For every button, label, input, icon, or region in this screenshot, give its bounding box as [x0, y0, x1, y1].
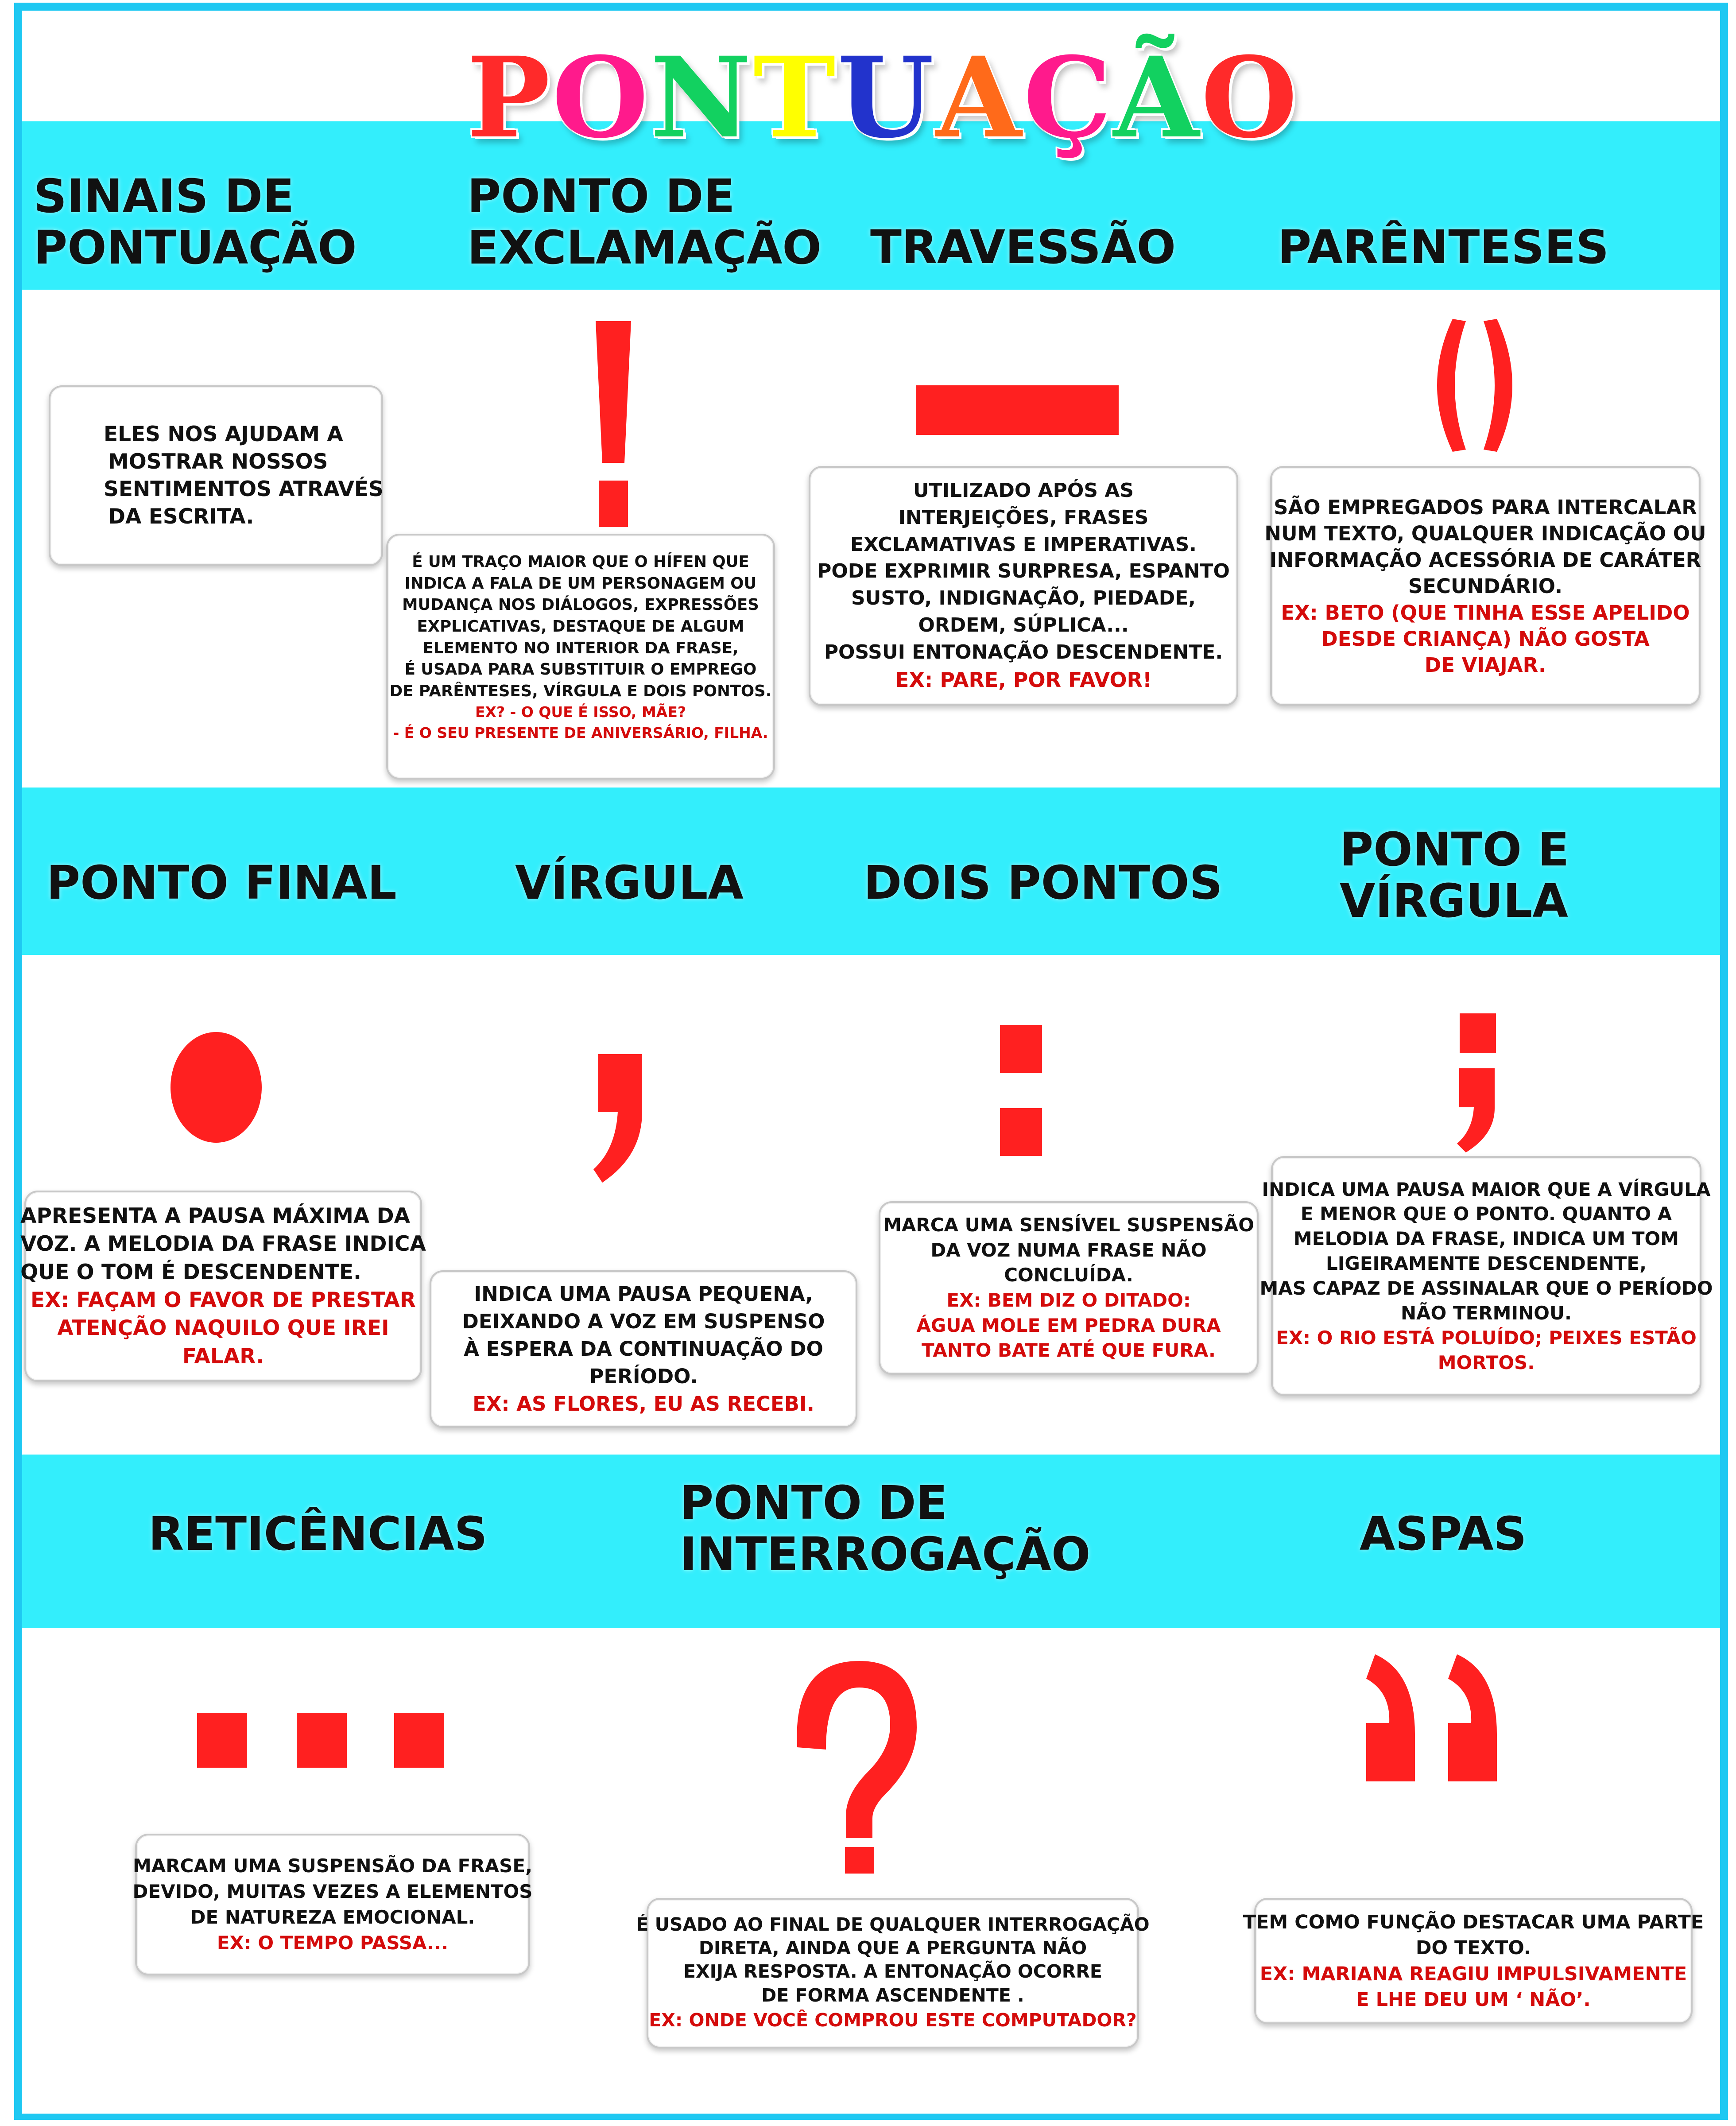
example-line: DESDE CRIANÇA) NÃO GOSTA [1321, 627, 1650, 651]
card-line: NUM TEXTO, QUALQUER INDICAÇÃO OU [1264, 522, 1706, 546]
card-text [817, 477, 1230, 666]
card-example [916, 1288, 1221, 1363]
card-line: POSSUI ENTONAÇÃO DESCENDENTE. [824, 640, 1223, 663]
card-text [883, 1213, 1254, 1288]
title-letter: N [650, 32, 750, 163]
header-ponto-final [46, 857, 397, 908]
header-travessao [870, 221, 1176, 273]
colon-bottom-dot-icon [1000, 1108, 1042, 1156]
title-letter: A [935, 32, 1020, 163]
card-line: É USADO AO FINAL DE QUALQUER INTERROGAÇÃO [636, 1913, 1150, 1935]
semicolon-comma-icon [1448, 1068, 1497, 1152]
card-line: NÃO TERMINOU. [1401, 1302, 1572, 1324]
card-text [390, 551, 772, 702]
header-line: PONTUAÇÃO [34, 221, 357, 275]
title-letter: U [837, 32, 932, 163]
title-letter: Ç [1023, 32, 1110, 163]
title-letter: O [1201, 32, 1296, 163]
card-line: INDICA UMA PAUSA MAIOR QUE A VÍRGULA [1262, 1178, 1711, 1200]
card-ponto-final [20, 1191, 426, 1382]
example-line: EX? - O QUE É ISSO, MÃE? [475, 703, 686, 721]
card-line: APRESENTA A PAUSA MÁXIMA DA [20, 1203, 410, 1228]
header-line: INTERROGAÇÃO [680, 1527, 1091, 1582]
example-line: EX: AS FLORES, EU AS RECEBI. [473, 1392, 814, 1416]
card-ponto-e-virgula [1259, 1156, 1713, 1396]
example-line: E LHE DEU UM ‘ NÃO’. [1356, 1988, 1591, 2011]
example-line: EX: O TEMPO PASSA... [217, 1932, 449, 1954]
card-sinais-de-pontuacao [49, 385, 383, 566]
card-example [1276, 1326, 1697, 1375]
header-sinais-de-pontuacao [34, 171, 357, 274]
example-line: ÁGUA MOLE EM PEDRA DURA [916, 1314, 1221, 1336]
card-line: DO TEXTO. [1415, 1937, 1531, 1959]
card-line: ELEMENTO NO INTERIOR DA FRASE, [422, 639, 739, 657]
card-line: UTILIZADO APÓS AS [913, 479, 1134, 502]
page-title [443, 32, 1320, 163]
example-line: EX: ONDE VOCÊ COMPROU ESTE COMPUTADOR? [649, 2009, 1137, 2031]
comma-icon [593, 1054, 647, 1183]
ellipsis-dot-1-icon [197, 1713, 247, 1768]
card-line: CONCLUÍDA. [1004, 1264, 1133, 1286]
example-line: ATENÇÃO NAQUILO QUE IREI [57, 1316, 389, 1341]
card-dois-pontos [879, 1201, 1259, 1375]
card-line: PODE EXPRIMIR SURPRESA, ESPANTO [817, 560, 1230, 583]
example-line: EX: MARIANA REAGIU IMPULSIVAMENTE [1259, 1963, 1687, 1985]
example-line: EX: BEM DIZ O DITADO: [946, 1289, 1191, 1311]
card-text [636, 1913, 1149, 2007]
card-line: É UM TRAÇO MAIOR QUE O HÍFEN QUE [412, 553, 749, 571]
ellipsis-dot-3-icon [394, 1713, 444, 1768]
card-line: ELES NOS AJUDAM A [104, 422, 343, 446]
card-example [649, 2007, 1136, 2033]
header-virgula [515, 857, 744, 908]
card-line: INFORMAÇÃO ACESSÓRIA DE CARÁTER [1269, 548, 1701, 572]
period-dot-icon [170, 1032, 262, 1143]
example-line: DE VIAJAR. [1424, 653, 1546, 677]
card-line: SENTIMENTOS ATRAVÉS [104, 477, 384, 501]
card-line: MUDANÇA NOS DIÁLOGOS, EXPRESSÕES [402, 596, 759, 614]
example-line: EX: FAÇAM O FAVOR DE PRESTAR [31, 1288, 416, 1312]
card-line: QUE O TOM É DESCENDENTE. [20, 1260, 361, 1284]
card-line: SÃO EMPREGADOS PARA INTERCALAR [1274, 496, 1697, 519]
header-line: PONTO DE [680, 1476, 948, 1530]
header-dois-pontos [864, 857, 1222, 908]
title-letter: Ã [1113, 32, 1197, 163]
card-line: EXCLAMATIVAS E IMPERATIVAS. [850, 533, 1197, 556]
card-text [1243, 1909, 1704, 1961]
header-line: VÍRGULA [1340, 874, 1568, 928]
header-line: PONTO FINAL [46, 856, 397, 910]
card-line: MARCAM UMA SUSPENSÃO DA FRASE, [132, 1855, 533, 1877]
card-text [1264, 494, 1706, 600]
header-line: RETICÊNCIAS [148, 1507, 488, 1561]
card-line: MAS CAPAZ DE ASSINALAR QUE O PERÍODO [1259, 1277, 1713, 1299]
title-letter: T [753, 32, 834, 163]
card-line: MARCA UMA SENSÍVEL SUSPENSÃO [883, 1214, 1254, 1236]
question-mark-icon [788, 1661, 921, 1874]
header-line: PARÊNTESES [1278, 220, 1609, 274]
card-line: INDICA UMA PAUSA PEQUENA, [474, 1282, 813, 1306]
header-line: DOIS PONTOS [864, 856, 1223, 910]
card-line: DA VOZ NUMA FRASE NÃO [930, 1239, 1207, 1261]
card-text [20, 1202, 426, 1286]
header-line: PONTO E [1340, 822, 1569, 877]
card-parenteses [1264, 466, 1706, 706]
example-line: MORTOS. [1438, 1351, 1535, 1373]
card-line: À ESPERA DA CONTINUAÇÃO DO [464, 1337, 823, 1361]
card-exclamacao-description [809, 466, 1238, 706]
header-parenteses [1278, 221, 1609, 273]
header-line: VÍRGULA [515, 856, 744, 910]
header-ponto-de-interrogacao [680, 1477, 1090, 1580]
card-line: ORDEM, SÚPLICA... [918, 613, 1129, 636]
example-line: - É O SEU PRESENTE DE ANIVERSÁRIO, FILHA. [393, 724, 768, 741]
card-reticencias [132, 1834, 533, 1975]
card-example [1281, 600, 1690, 679]
header-line: EXCLAMAÇÃO [467, 221, 822, 275]
semicolon-dot-icon [1460, 1013, 1496, 1053]
card-example [217, 1930, 448, 1956]
header-line: ASPAS [1360, 1507, 1527, 1561]
header-ponto-e-virgula [1340, 824, 1569, 927]
example-line: TANTO BATE ATÉ QUE FURA. [922, 1339, 1216, 1362]
card-line: LIGEIRAMENTE DESCENDENTE, [1325, 1253, 1647, 1275]
card-line: VOZ. A MELODIA DA FRASE INDICA [20, 1232, 426, 1257]
card-line: SECUNDÁRIO. [1408, 574, 1563, 598]
card-text [133, 1853, 533, 1930]
header-aspas [1360, 1508, 1527, 1560]
example-line: EX: BETO (QUE TINHA ESSE APELIDO [1281, 601, 1690, 625]
card-line: INTERJEIÇÕES, FRASES [898, 506, 1149, 529]
card-example [1260, 1961, 1687, 2013]
card-virgula [430, 1270, 857, 1428]
card-example [895, 666, 1152, 694]
card-line: DEIXANDO A VOZ EM SUSPENSO [462, 1309, 825, 1333]
title-letter: P [467, 32, 549, 163]
example-line: EX: PARE, POR FAVOR! [895, 668, 1152, 692]
card-example [31, 1286, 416, 1370]
example-line: FALAR. [182, 1344, 264, 1369]
exclamation-mark-icon [593, 321, 633, 529]
header-line: PONTO DE [467, 169, 735, 223]
card-aspas [1243, 1898, 1704, 2024]
card-line: DA ESCRITA. [108, 504, 254, 529]
card-travessao-description [386, 534, 775, 780]
parentheses-icon [1422, 319, 1528, 452]
card-line: É USADA PARA SUBSTITUIR O EMPREGO [404, 660, 757, 679]
card-line: E MENOR QUE O PONTO. QUANTO A [1300, 1203, 1672, 1225]
card-line: DE PARÊNTESES, VÍRGULA E DOIS PONTOS. [389, 682, 772, 700]
card-line: MOSTRAR NOSSOS [108, 449, 328, 474]
card-line: PERÍODO. [589, 1365, 698, 1389]
card-line: DEVIDO, MUITAS VEZES A ELEMENTOS [132, 1881, 533, 1903]
card-example [393, 702, 768, 743]
em-dash-icon [916, 385, 1119, 435]
header-ponto-de-exclamacao [467, 171, 822, 274]
card-text [104, 421, 384, 531]
header-reticencias [148, 1508, 488, 1560]
card-interrogacao [636, 1898, 1150, 2048]
card-line: EXIJA RESPOSTA. A ENTONAÇÃO OCORRE [683, 1961, 1102, 1982]
card-example [473, 1390, 814, 1418]
colon-top-dot-icon [1000, 1025, 1042, 1073]
ellipsis-dot-2-icon [297, 1713, 347, 1768]
card-text [1260, 1177, 1713, 1326]
header-line: SINAIS DE [34, 169, 294, 223]
card-line: MELODIA DA FRASE, INDICA UM TOM [1294, 1228, 1679, 1250]
title-letter: O [552, 32, 647, 163]
header-line: TRAVESSÃO [870, 220, 1176, 274]
closing-quotes-icon [1366, 1654, 1508, 1783]
card-line: TEM COMO FUNÇÃO DESTACAR UMA PARTE [1243, 1911, 1704, 1934]
card-text [462, 1280, 825, 1390]
card-line: SUSTO, INDIGNAÇÃO, PIEDADE, [851, 587, 1196, 610]
example-line: EX: O RIO ESTÁ POLUÍDO; PEIXES ESTÃO [1276, 1327, 1697, 1349]
card-line: DIRETA, AINDA QUE A PERGUNTA NÃO [698, 1937, 1087, 1959]
card-line: EXPLICATIVAS, DESTAQUE DE ALGUM [417, 617, 744, 636]
card-line: DE FORMA ASCENDENTE . [761, 1984, 1024, 2006]
card-line: DE NATUREZA EMOCIONAL. [190, 1906, 475, 1928]
card-line: INDICA A FALA DE UM PERSONAGEM OU [404, 574, 757, 593]
